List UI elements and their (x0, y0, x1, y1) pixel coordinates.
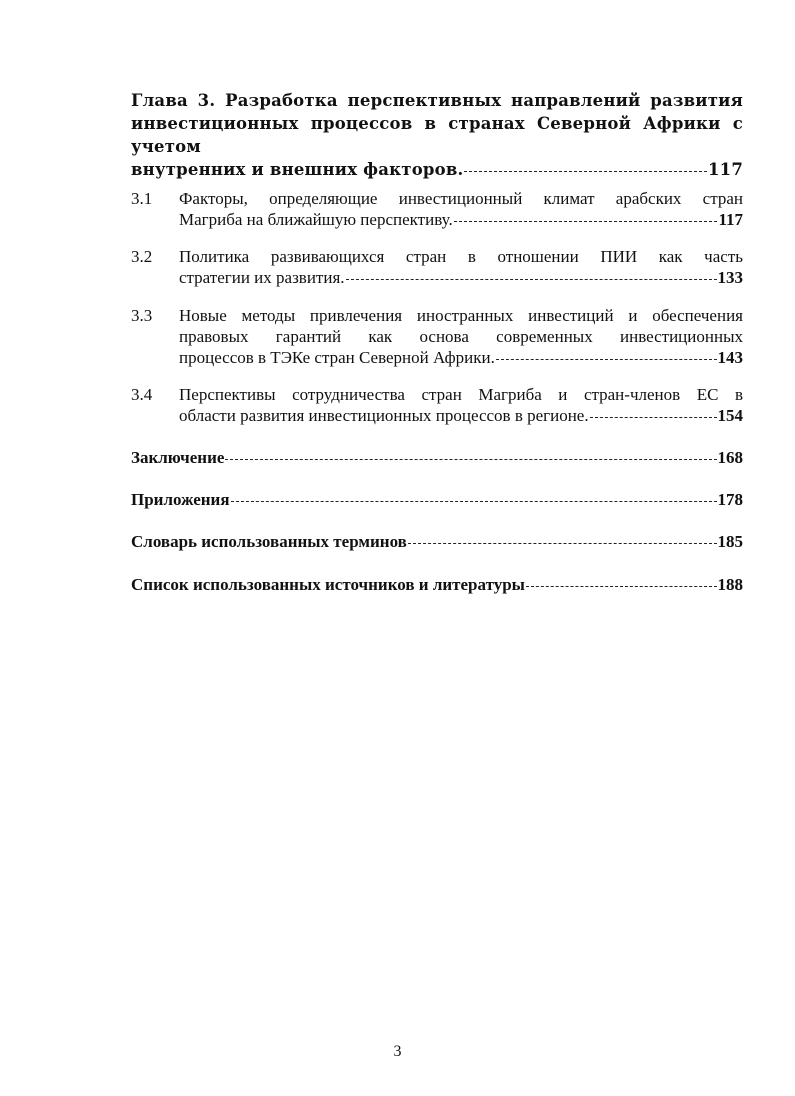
dotted-leader (526, 586, 717, 587)
dotted-leader (225, 459, 716, 460)
section-page-number: 117 (718, 210, 743, 229)
section-title-text: процессов в ТЭКе стран Северной Африки. (179, 348, 495, 367)
chapter-title-line: инвестиционных процессов в странах Северной Африки с учетом (131, 114, 743, 156)
section-title-last-line (179, 267, 743, 288)
chapter-title-text: внутренних и внешних факторов. (131, 160, 464, 179)
section-title-text: области развития инвестиционных процессов в регионе. (179, 406, 589, 425)
dotted-leader (496, 359, 717, 360)
page-number: 3 (393, 1043, 402, 1060)
toc-section-3-1 (131, 188, 743, 230)
entry-page-number: 188 (717, 575, 743, 594)
section-title-last-line (179, 209, 743, 230)
toc-entry-appendices (131, 489, 743, 511)
toc-chapter-3 (131, 89, 743, 181)
dotted-leader (590, 417, 717, 418)
entry-title: Приложения (131, 490, 230, 509)
entry-page-number: 168 (717, 448, 743, 467)
section-title-text: Магриба на ближайшую перспективу. (179, 210, 453, 229)
section-number: 3.3 (131, 306, 153, 325)
toc-entry-references (131, 574, 743, 596)
section-number: 3.1 (131, 189, 153, 208)
toc-section-3-3 (131, 305, 743, 368)
section-page-number: 143 (717, 348, 743, 367)
section-title-last-line (179, 347, 743, 368)
chapter-title-line: Глава 3. Разработка перспективных направлений развития (131, 91, 743, 110)
dotted-leader (231, 501, 717, 502)
section-title-line: Новые методы привлечения иностранных инвестиций и обеспечения (179, 306, 743, 325)
entry-title: Словарь использованных терминов (131, 532, 407, 551)
section-title-line: правовых гарантий как основа современных инвестиционных (179, 327, 743, 346)
section-number: 3.4 (131, 385, 153, 404)
section-page-number: 133 (717, 268, 743, 287)
entry-title: Список использованных источников и литературы (131, 575, 525, 594)
dotted-leader (464, 171, 706, 172)
entry-page-number: 178 (717, 490, 743, 509)
dotted-leader (408, 543, 717, 544)
dotted-leader (454, 221, 718, 222)
toc-section-3-4 (131, 384, 743, 426)
chapter-title-last-line (131, 158, 743, 181)
section-number: 3.2 (131, 247, 153, 266)
section-title-line: Перспективы сотрудничества стран Магриба и стран-членов ЕС в (179, 385, 743, 404)
dotted-leader (346, 279, 717, 280)
section-title-text: стратегии их развития. (179, 268, 345, 287)
entry-page-number: 185 (717, 532, 743, 551)
toc-section-3-2 (131, 246, 743, 288)
toc-entry-glossary (131, 531, 743, 553)
section-title-line: Факторы, определяющие инвестиционный климат арабских стран (179, 189, 743, 208)
section-title-last-line (179, 405, 743, 426)
chapter-page-number: 117 (707, 160, 743, 179)
toc-entry-conclusion (131, 447, 743, 469)
section-title-line: Политика развивающихся стран в отношении ПИИ как часть (179, 247, 743, 266)
entry-title: Заключение (131, 448, 225, 467)
section-page-number: 154 (717, 406, 743, 425)
